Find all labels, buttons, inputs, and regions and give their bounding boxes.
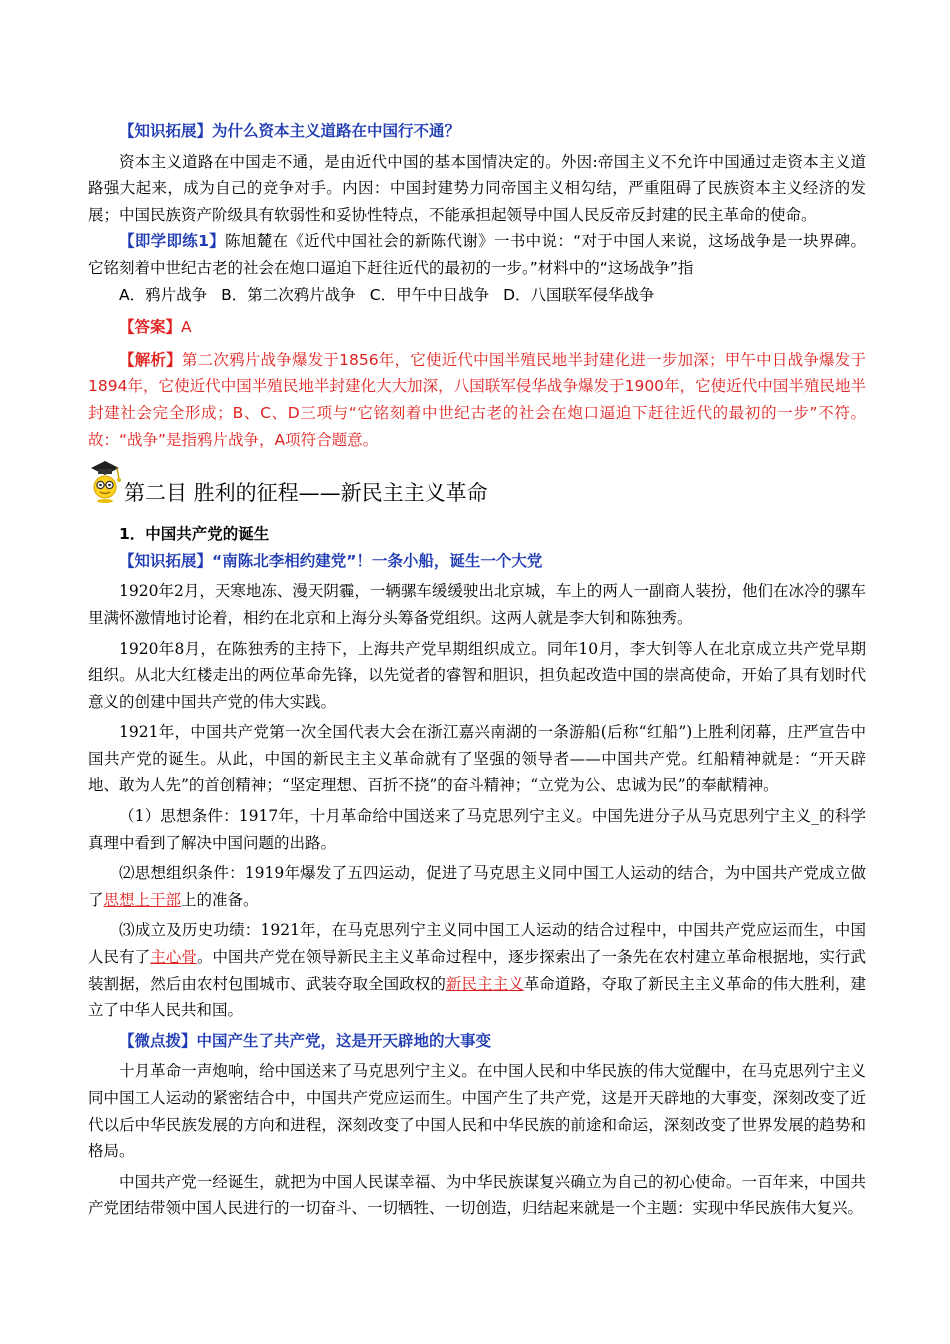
condition-3	[88, 917, 866, 1023]
analysis-text: 第二次鸦片战争爆发于1856年，它使近代中国半殖民地半封建化进一步加深；甲午中日战争爆发于1894年，它使近代中国半殖民地半封建化大大加深，八国联军侵华战争爆发于1900年，它使近代中国半殖民地半封建社会完全形成；B、C、D三项与“它铭刻着中世纪古老的社会在炮口逼迫下赶往近代的最初的一步”不符。故：“战争”是指鸦片战争，A项符合题意。	[88, 350, 866, 449]
scholar-mascot-icon	[88, 457, 122, 507]
answer-line	[88, 314, 866, 341]
paragraph: 1920年2月，天寒地冻、漫天阴霾，一辆骡车缓缓驶出北京城，车上的两人一副商人装扮，他们在冰冷的骡车里满怀激情地讨论着，相约在北京和上海分头筹备党组织。这两人就是李大钊和陈独秀。	[88, 582, 866, 627]
question-title: 为什么资本主义道路在中国行不通？	[212, 122, 461, 140]
c2-underlined: 思想上干部	[103, 890, 182, 909]
analysis-paragraph	[88, 347, 866, 453]
paragraph: 十月革命一声炮响，给中国送来了马克思列宁主义。在中国人民和中华民族的伟大觉醒中，在马克思列宁主义同中国工人运动的紧密结合中，中国共产党应运而生。中国产生了共产党，这是开天辟地的大事变，深刻改变了近代以后中华民族发展的方向和进程，深刻改变了中国人民和中华民族的前途和命运，深刻改变了世界发展的趋势和格局。	[88, 1062, 866, 1161]
tag-label: 【微点拨】	[119, 1031, 197, 1050]
ext-title: “南陈北李相约建党”！一条小船，诞生一个大党	[212, 551, 543, 570]
c3-text-mid: 。中国共产党在领导新民主主义革命过程中，逐步探索出了一条先在农村建立革命根据地，实行武装割据，然后由农村包围城市、武装夺取全国政权的	[88, 948, 866, 993]
answer-value: A	[181, 318, 192, 337]
knowledge-ext-heading-2	[88, 548, 866, 575]
option-b: B．第二次鸦片战争	[221, 285, 356, 304]
section-heading	[88, 461, 866, 507]
condition-2	[88, 860, 866, 913]
c3-text: ⑶成立及历史功绩：1921年，在马克思列宁主义同中国工人运动的结合过程中，中国共产党应运而生，中国人民有了	[88, 921, 866, 967]
analysis-tag: 【解析】	[119, 350, 182, 369]
point-heading	[88, 1028, 866, 1055]
condition-1: （1）思想条件：1917年，十月革命给中国送来了马克思列宁主义。中国先进分子从马克思列宁主义_的科学真理中看到了解决中国问题的出路。	[88, 807, 866, 852]
paragraph: 1921年，中国共产党第一次全国代表大会在浙江嘉兴南湖的一条游船(后称“红船”)上胜利闭幕，庄严宣告中国共产党的诞生。从此，中国的新民主主义革命就有了坚强的领导者——中国共产党。红船精神就是：“开天辟地、敢为人先”的首创精神；“坚定理想、百折不挠”的奋斗精神；“立党为公、忠诚为民”的奉献精神。	[88, 723, 866, 795]
c3-text-end: 革命道路，夺取了新民主主义革命的伟大胜利，建立了中华人民共和国。	[88, 974, 866, 1020]
tag-label: 【知识拓展】	[119, 551, 213, 570]
paragraph: 资本主义道路在中国走不通，是由近代中国的基本国情决定的。外因:帝国主义不允许中国通过走资本主义道路强大起来，成为自己的竞争对手。内因：中国封建势力同帝国主义相勾结，严重阻碍了民族资本主义经济的发展；中国民族资产阶级具有软弱性和妥协性特点，不能承担起领导中国人民反帝反封建的民主革命的使命。	[88, 152, 866, 224]
c2-text-end: 上的准备。	[181, 890, 259, 909]
c2-text: ⑵思想组织条件：1919年爆发了五四运动，促进了马克思主义同中国工人运动的结合，为中国共产党成立做了	[88, 864, 866, 909]
paragraph: 中国共产党一经诞生，就把为中国人民谋幸福、为中华民族谋复兴确立为自己的初心使命。一百年来，中国共产党团结带领中国人民进行的一切奋斗、一切牺牲、一切创造，归结起来就是一个主题：实现中华民族伟大复兴。	[88, 1172, 866, 1218]
exercise-paragraph	[88, 228, 866, 281]
point-title: 中国产生了共产党，这是开天辟地的大事变	[196, 1031, 492, 1050]
exercise-text: 陈旭麓在《近代中国社会的新陈代谢》一书中说：“对于中国人来说，这场战争是一块界碑。它铭刻着中世纪古老的社会在炮口逼迫下赶往近代的最初的一步。”材料中的“这场战争”指	[88, 232, 866, 277]
document-page	[88, 118, 866, 1222]
options-row	[88, 282, 866, 309]
c3-underlined-1: 主心骨	[150, 948, 197, 967]
subsection-title: 1．中国共产党的诞生	[119, 525, 270, 544]
answer-tag: 【答案】	[119, 318, 182, 337]
option-c: C．甲午中日战争	[369, 285, 490, 304]
exercise-tag: 【即学即练1】	[119, 232, 226, 251]
tag-label: 【知识拓展】	[119, 122, 213, 140]
paragraph: 1920年8月，在陈独秀的主持下，上海共产党早期组织成立。同年10月，李大钊等人在北京成立共产党早期组织。从北大红楼走出的两位革命先锋，以先觉者的睿智和胆识，担负起改造中国的崇高使命，开始了具有划时代意义的创建中国共产党的伟大实践。	[88, 639, 866, 711]
knowledge-ext-heading	[88, 118, 866, 145]
option-d: D．八国联军侵华战争	[503, 285, 655, 304]
section-title: 第二目 胜利的征程——新民主主义革命	[124, 481, 488, 506]
c3-underlined-2: 新民主主义	[445, 974, 524, 993]
option-a: A．鸦片战争	[119, 285, 208, 304]
